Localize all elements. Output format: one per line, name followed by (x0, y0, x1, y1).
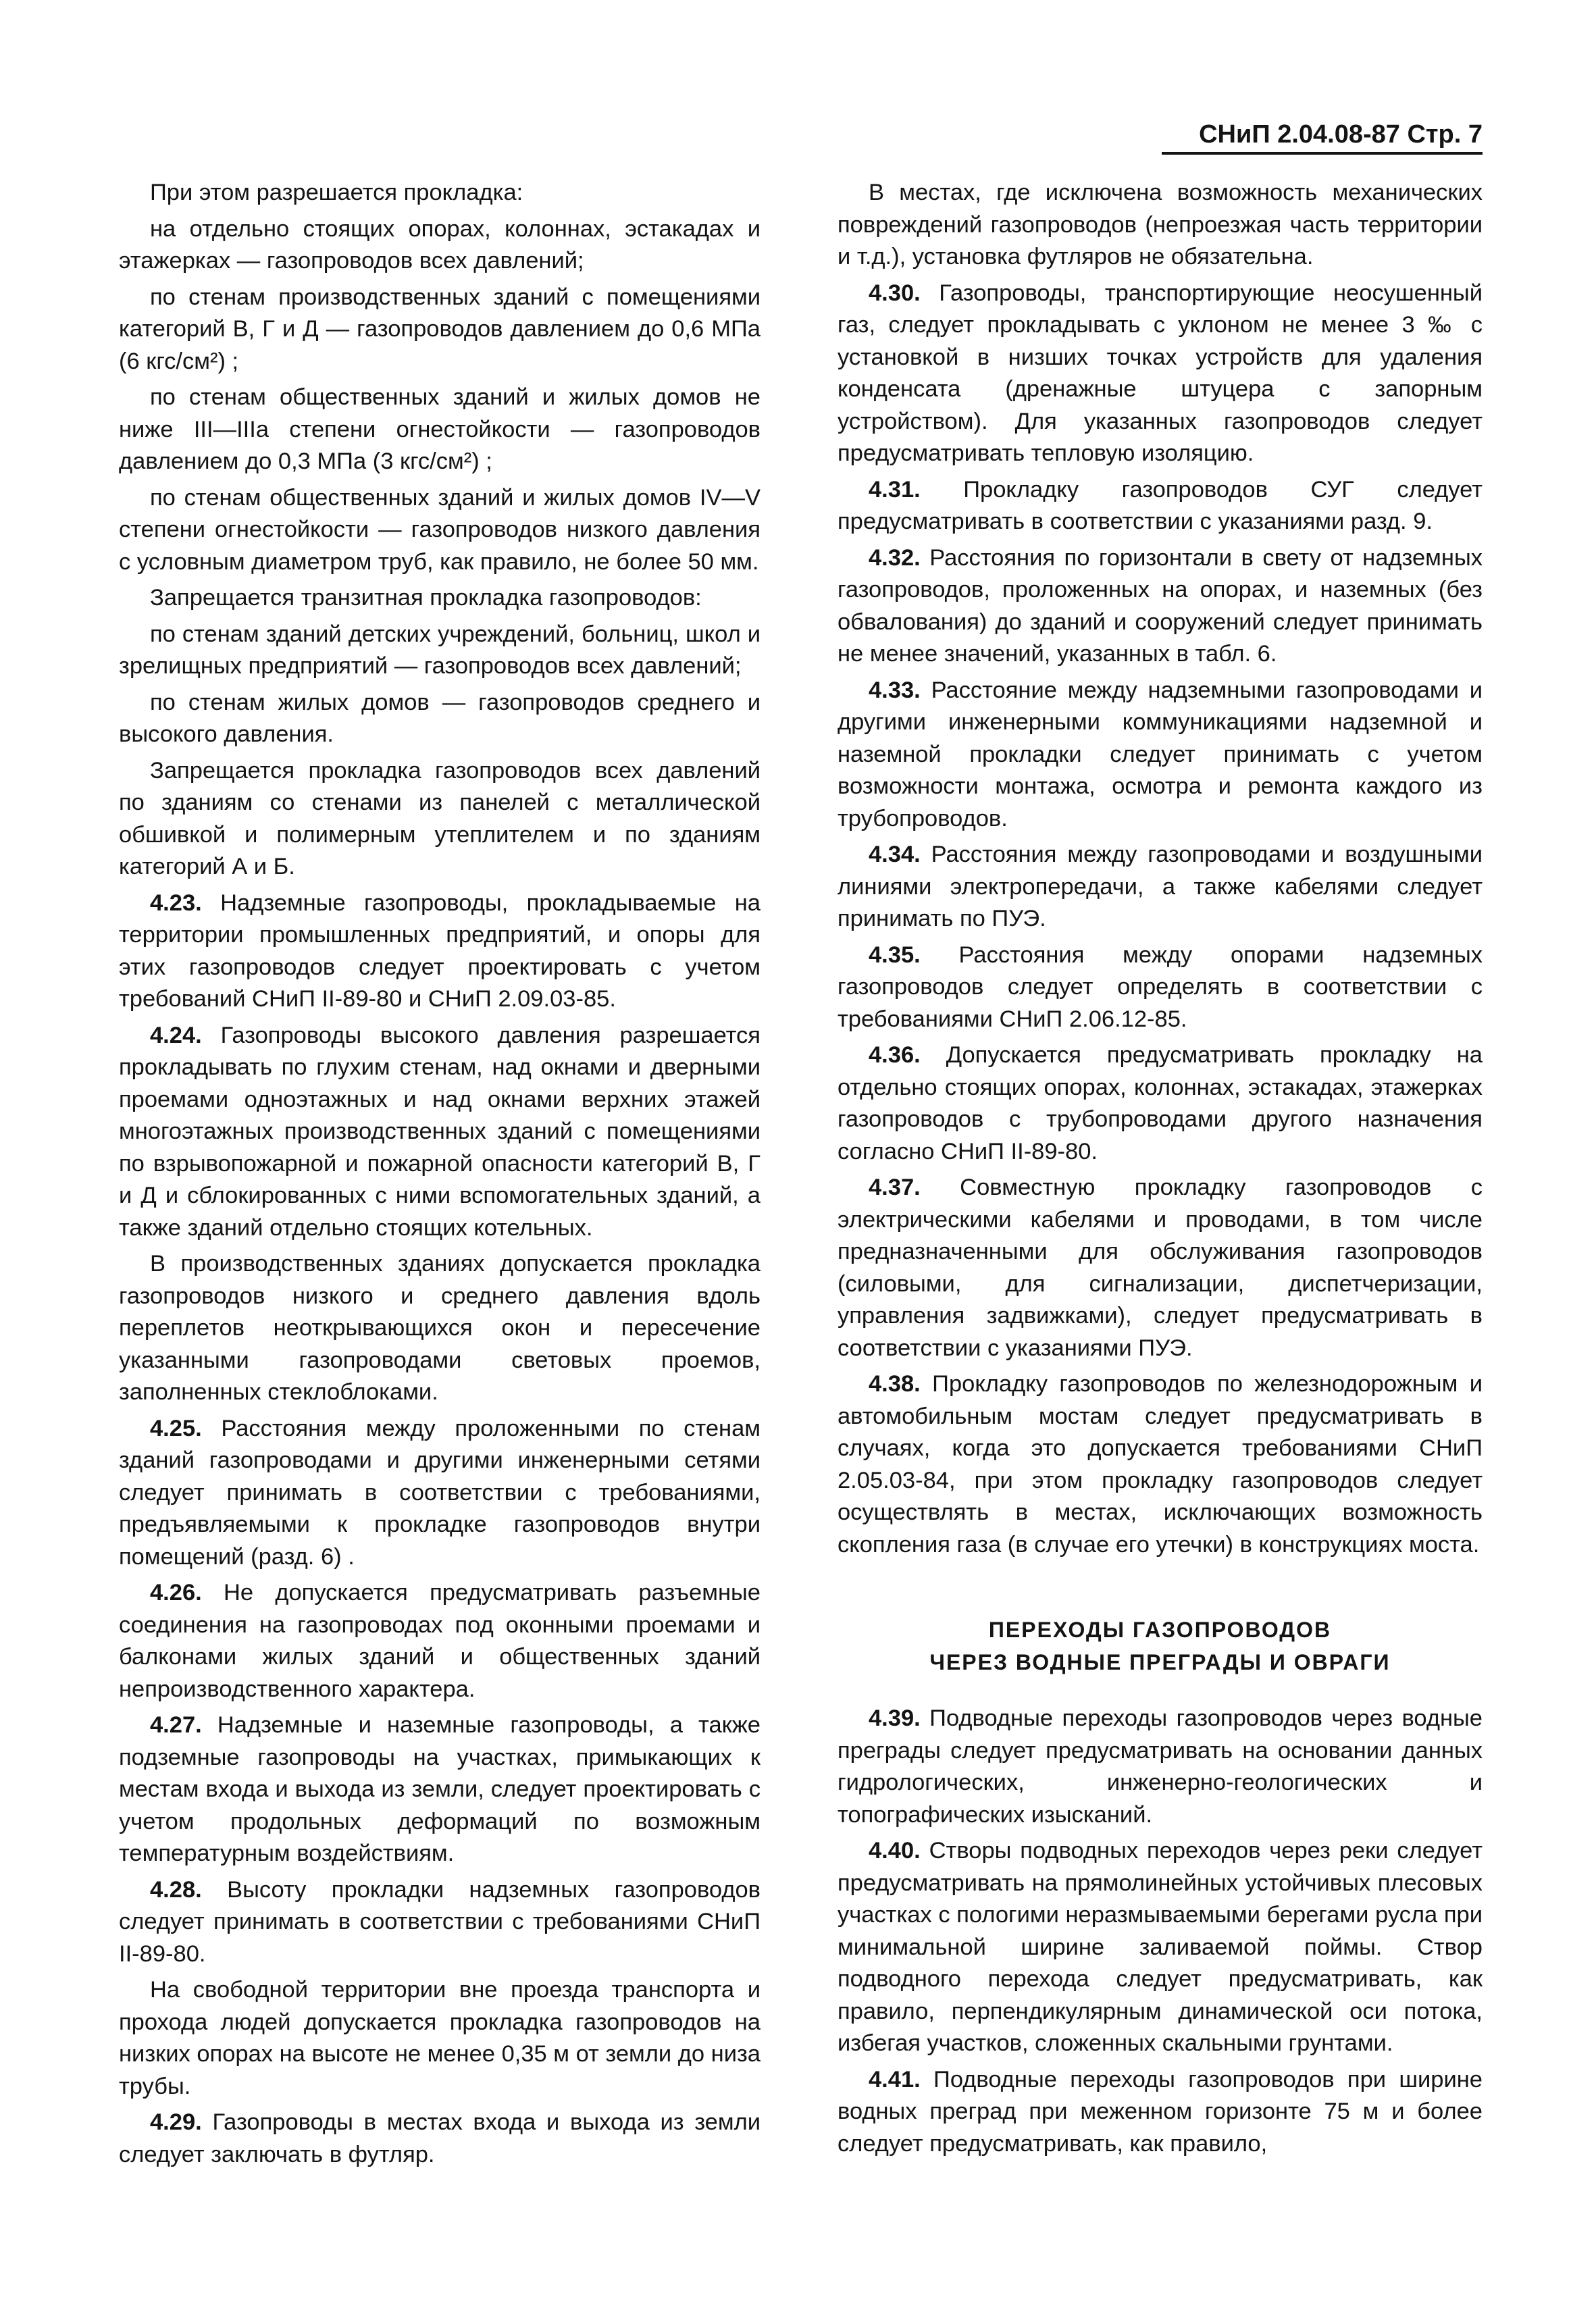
clause-text: Расстояния между опорами надземных газопроводов следует определять в соответствии с требованиями СНиП 2.06.12-85. (838, 942, 1483, 1032)
clause-number: 4.31. (869, 476, 921, 503)
paragraph: При этом разрешается прокладка: (150, 180, 523, 205)
clause-4-25 (119, 1413, 761, 1574)
clause-continuation (838, 177, 1483, 274)
clause-text: Подводные переходы газопроводов через водные преграды следует предусматривать на основании данных гидрологических, инженерно-геологических и топографических изысканий. (838, 1705, 1483, 1828)
clause-4-33 (838, 675, 1483, 835)
clause-text: Допускается предусматривать прокладку на отдельно стоящих опорах, колоннах, эстакадах, этажерках газопроводов с трубопроводами другого назначения согласно СНиП II-89-80. (838, 1042, 1483, 1164)
clause-4-40 (838, 1835, 1483, 2060)
left-column (119, 177, 761, 2175)
paragraph: по стенам жилых домов — газопроводов среднего и высокого давления. (119, 689, 761, 747)
clause-continuation (119, 1974, 761, 2103)
clause-number: 4.36. (869, 1042, 921, 1068)
clause-4-30 (838, 278, 1483, 470)
clause-text: Газопроводы, транспортирующие неосушенный газ, следует прокладывать с уклоном не менее 3 ‰ с установкой в низших точках устройств для удаления конденсата (дренажные штуцера с запорным устройством). Для указанных газопроводов следует предусматривать тепловую изоляцию. (838, 280, 1483, 466)
clause-4-31 (838, 474, 1483, 538)
paragraph: на отдельно стоящих опорах, колоннах, эстакадах и этажерках — газопроводов всех давлений; (119, 215, 761, 274)
paragraph: по стенам зданий детских учреждений, больниц, школ и зрелищных предприятий — газопроводов всех давлений; (119, 621, 761, 679)
clause-4-41 (838, 2064, 1483, 2161)
clause-4-38 (838, 1368, 1483, 1561)
clause-number: 4.25. (150, 1415, 202, 1441)
clause-number: 4.32. (869, 544, 921, 571)
clause-4-28 (119, 1874, 761, 1971)
clause-text: Прокладку газопроводов СУГ следует предусматривать в соответствии с указаниями разд. 9. (838, 476, 1483, 534)
section-heading-line: ПЕРЕХОДЫ ГАЗОПРОВОДОВ (988, 1618, 1332, 1642)
clause-text: Расстояния между газопроводами и воздушными линиями электропередачи, а также кабелями следует принимать по ПУЭ. (838, 842, 1483, 931)
clause-text: Расстояние между надземными газопроводами и другими инженерными коммуникациями надземной и наземной прокладки следует принимать с учетом возможности монтажа, осмотра и ремонта каждого из трубопроводов. (838, 677, 1483, 831)
section-heading (838, 1614, 1483, 1678)
paragraph: по стенам общественных зданий и жилых домов не ниже III—IIIа степени огнестойкости — газопроводов давлением до 0,3 МПа (3 кгс/см²) ; (119, 384, 761, 474)
clause-text: Расстояния по горизонтали в свету от надземных газопроводов, проложенных на опорах, и наземных (без обвалования) до зданий и сооружений следует принимать не менее значений, указанных в табл. 6. (838, 544, 1483, 667)
section-heading-line: ЧЕРЕЗ ВОДНЫЕ ПРЕГРАДЫ И ОВРАГИ (929, 1650, 1391, 1674)
clause-number: 4.34. (869, 842, 921, 867)
clause-4-32 (838, 542, 1483, 671)
clause-text: В производственных зданиях допускается прокладка газопроводов низкого и среднего давления вдоль переплетов неоткрывающихся окон и пересечение указанными газопроводами световых проемов, заполненных стеклоблоками. (119, 1251, 761, 1405)
clause-4-29 (119, 2107, 761, 2171)
clause-number: 4.27. (150, 1712, 202, 1738)
clause-text: На свободной территории вне проезда транспорта и прохода людей допускается прокладка газопроводов на низких опорах на высоте не менее 0,35 м от земли до низа трубы. (119, 1977, 761, 2099)
clause-4-39 (838, 1703, 1483, 1831)
clause-number: 4.39. (869, 1705, 921, 1731)
clause-number: 4.40. (869, 1838, 921, 1863)
clause-4-34 (838, 839, 1483, 935)
clause-4-27 (119, 1709, 761, 1870)
clause-continuation (119, 1248, 761, 1409)
clause-number: 4.28. (150, 1876, 202, 1903)
clause-4-36 (838, 1039, 1483, 1168)
clause-number: 4.33. (869, 677, 921, 703)
clause-text: В местах, где исключена возможность механических повреждений газопроводов (непроезжая часть территории и т.д.), установка футляров не обязательна. (838, 180, 1483, 269)
clause-text: Надземные газопроводы, прокладываемые на территории промышленных предприятий, и опоры для этих газопроводов следует проектировать с учетом требований СНиП II-89-80 и СНиП 2.09.03-85. (119, 890, 761, 1012)
paragraph: Запрещается транзитная прокладка газопроводов: (150, 585, 702, 611)
clause-number: 4.26. (150, 1580, 202, 1605)
clause-number: 4.23. (150, 890, 202, 916)
clause-text: Расстояния между проложенными по стенам зданий газопроводами и другими инженерными сетями следует принимать в соответствии с требованиями, предъявляемыми к прокладке газопроводов внутри помещений (разд. 6) . (119, 1415, 761, 1570)
clause-text: Подводные переходы газопроводов при ширине водных преград при меженном горизонте 75 м и более следует предусматривать, как правило, (838, 2066, 1483, 2157)
clause-number: 4.24. (150, 1022, 202, 1048)
clause-4-23 (119, 888, 761, 1016)
clause-number: 4.41. (869, 2066, 921, 2092)
right-column (838, 177, 1483, 2164)
clause-text: Газопроводы в местах входа и выхода из земли следует заключать в футляр. (119, 2109, 761, 2167)
clause-text: Высоту прокладки надземных газопроводов следует принимать в соответствии с требованиями СНиП II-89-80. (119, 1876, 761, 1967)
clause-number: 4.30. (869, 280, 921, 306)
clause-text: Надземные и наземные газопроводы, а также подземные газопроводы на участках, примыкающих к местам входа и выхода из земли, следует проектировать с учетом продольных деформаций по возможным температурным воздействиям. (119, 1712, 761, 1866)
clause-4-24 (119, 1020, 761, 1245)
clause-number: 4.38. (869, 1371, 921, 1397)
paragraph: Запрещается прокладка газопроводов всех давлений по зданиям со стенами из панелей с металлической обшивкой и полимерным утеплителем и по зданиям категорий А и Б. (119, 757, 761, 879)
clause-text: Прокладку газопроводов по железнодорожным и автомобильным мостам следует предусматривать в случаях, когда это допускается требованиями СНиП 2.05.03-84, при этом прокладку газопроводов следует осуществлять в местах, исключающих возможность скопления газа (в случае его утечки) в конструкциях моста. (838, 1371, 1483, 1558)
clause-text: Створы подводных переходов через реки следует предусматривать на прямолинейных устойчивых плесовых участках с пологими неразмываемыми берегами русла при минимальной ширине заливаемой поймы. Створ подводного перехода следует предусматривать, как правило, перпендикулярным динамической оси потока, избегая участков, сложенных скальными грунтами. (838, 1838, 1483, 2056)
clause-4-26 (119, 1577, 761, 1705)
clause-4-35 (838, 940, 1483, 1036)
clause-text: Газопроводы высокого давления разрешается прокладывать по глухим стенам, над окнами и дверными проемами одноэтажных и над окнами верхних этажей многоэтажных производственных зданий с помещениями по взрывопожарной и пожарной опасности категорий В, Г и Д и сблокированных с ними вспомогательных зданий, а также зданий отдельно стоящих котельных. (119, 1022, 761, 1241)
page-header: СНиП 2.04.08-87 Стр. 7 (1162, 120, 1483, 155)
clause-4-37 (838, 1172, 1483, 1364)
clause-number: 4.37. (869, 1175, 921, 1200)
clause-number: 4.35. (869, 942, 921, 968)
clause-text: Не допускается предусматривать разъемные соединения на газопроводах под оконными проемами и балконами жилых зданий и общественных зданий непроизводственного характера. (119, 1580, 761, 1702)
clause-number: 4.29. (150, 2109, 202, 2135)
paragraph: по стенам производственных зданий с помещениями категорий В, Г и Д — газопроводов давлением до 0,6 МПа (6 кгс/см²) ; (119, 284, 761, 374)
paragraph: по стенам общественных зданий и жилых домов IV—V степени огнестойкости — газопроводов низкого давления с условным диаметром труб, как правило, не более 50 мм. (119, 484, 761, 575)
clause-text: Совместную прокладку газопроводов с электрическими кабелями и проводами, в том числе предназначенными для обслуживания газопроводов (силовыми, для сигнализации, диспетчеризации, управления задвижками), следует предусматривать в соответствии с указаниями ПУЭ. (838, 1175, 1483, 1361)
